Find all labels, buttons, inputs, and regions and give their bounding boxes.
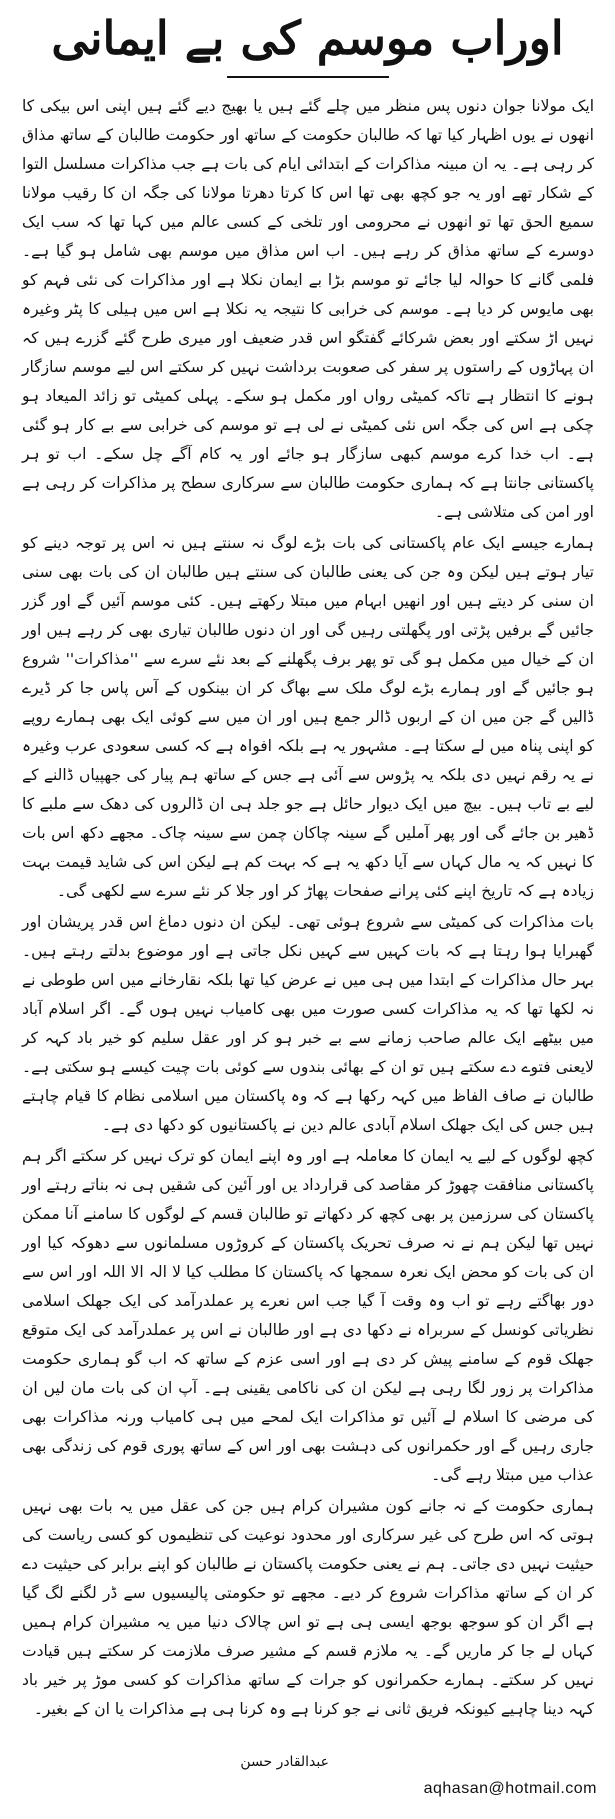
paragraph: ایک مولانا جوان دنوں پس منظر میں چلے گئے ہیں یا بھیج دیے گئے ہیں اپنی اس بیکی کا انھوں نے یوں اظہار کیا تھا کہ طالبان حکومت کے ساتھ اور حکومت طالبان کے ساتھ مذاق کر رہی ہے۔ یہ ان مبینہ مذاکرات کے ابتدائی ایام کی بات ہے جب مذاکرات مسلسل التوا کے شکار تھے اور یہ جو کچھ بھی تھا اس کا کرتا دھرتا مولانا کی جگہ ان کا رقیب مولانا سمیع الحق تھا تو انھوں نے محرومی اور تلخی کے کسی عالم میں کہا تھا کہ سب ایک دوسرے کے ساتھ مذاق کر رہے ہیں۔ اب اس مذاق میں موسم بھی شامل ہو گیا ہے۔ فلمی گانے کا حوالہ لیا جائے تو موسم بڑا بے ایمان نکلا ہے اور مذاکرات کی نئی فہم کو بھی مایوس کر دیا ہے۔ موسم کی خرابی کا نتیجہ یہ نکلا ہے اس میں ہیلی کا پٹر وغیرہ نہیں اڑ سکتے اور بعض شرکائے گفتگو اس قدر ضعیف اور میری طرح گئے گزرے ہیں کہ ان پہاڑوں کے راستوں پر سفر کی صعوبت برداشت نہیں کر سکتے اس لیے موسم سازگار ہونے کا انتظار ہے تاکہ کمیٹی رواں اور مکمل ہو سکے۔ پہلی کمیٹی تو زائد المیعاد ہو چکی ہے اس کی جگہ اس نئی کمیٹی نے لی ہے تو موسم کی خرابی سے بے کار ہو گئی ہے۔ اب خدا کرے موسم کبھی سازگار ہو جائے اور یہ کام آگے چل سکے۔ اب تو ہر پاکستانی جانتا ہے کہ ہماری حکومت طالبان سے سرکاری سطح پر مذاکرات کر رہی ہے اور امن کی متلاشی ہے۔ <box>22 97 595 521</box>
author-email: aqhasan@hotmail.com <box>423 1780 597 1797</box>
paragraph: ہمارے جیسے ایک عام پاکستانی کی بات بڑے لوگ نہ سنتے ہیں نہ اس پر توجہ دینے کو تیار ہوتے ہیں لیکن وہ جن کی یعنی طالبان کی سنتے ہیں طالبان ان کی بات بھی سنی ان سنی کر دیتے ہیں اور انھیں ابہام میں مبتلا رکھتے ہیں۔ کئی موسم آئیں گے اور گزر جائیں گے برفیں پڑتی اور پگھلتی رہیں گی اور ان دنوں طالبان تیاری بھی کر رہے ہیں اور ان کے خیال میں مکمل ہو گی تو پھر برف پگھلنے کے بعد نئے سرے سے ''مذاکرات'' شروع ہو جائیں گے اور ہمارے بڑے لوگ ملک سے بھاگ کر ان بینکوں کے آس پاس جا کر ڈیرے ڈالیں گے جن میں ان کے اربوں ڈالر جمع ہیں اور ان میں سے کوئی ایک بھی ہمارے روپے کو اپنی پناہ میں لے سکتا ہے۔ مشہور یہ ہے بلکہ افواہ ہے کہ کسی سعودی عرب وغیرہ نے یہ رقم نہیں دی بلکہ یہ پڑوس سے آئی ہے جس کے ساتھ ہم پیار کی جھپیاں ڈالنے کے لیے بے تاب ہیں۔ بیچ میں ایک دیوار حائل ہے جو جلد ہی ان ڈالروں کی دھک سے ملبے کا ڈھیر بن جائے گی اور پھر آملیں گے سینہ چاکان چمن سے سینہ چاک۔ مجھے دکھ اس بات کا نہیں کہ یہ مال کہاں سے آیا دکھ یہ ہے کہ بہت کم ہے لیکن اس کی شاید قیمت بہت زیادہ ہے کہ تاریخ اپنے کئی پرانے صفحات پھاڑ کر اور جلا کر نئے سرے سے لکھی گی۔ <box>22 534 594 900</box>
paragraph: بات مذاکرات کی کمیٹی سے شروع ہوئی تھی۔ لیکن ان دنوں دماغ اس قدر پریشان اور گھبرایا ہوا رہتا ہے کہ بات کہیں سے کہیں نکل جاتی ہے اور موضوع بدلتے رہتے ہیں۔ بہر حال مذاکرات کے ابتدا میں ہی میں نے عرض کیا تھا بلکہ نقارخانے میں اس طوطی نے نہ لکھا تھا کہ یہ مذاکرات کسی صورت میں بھی کامیاب نہیں ہوں گے۔ اگر اسلام آباد میں بیٹھے ایک عالم صاحب زمانے سے بے خبر ہو کر اور عقل سلیم کو خیر باد کہہ کر لایعنی فتوے دے سکتے ہیں تو ان کے بھائی بندوں سے کوئی بات چیت کیسے ہو سکتی ہے۔ طالبان نے صاف الفاظ میں کہہ رکھا ہے کہ وہ پاکستان میں اسلامی نظام کا قیام چاہتے ہیں جس کی ایک جھلک اسلام آبادی عالم دین نے پاکستانیوں کو دکھا دی ہے۔ <box>22 913 594 1134</box>
author-name: عبدالقادر حسن <box>240 1754 329 1770</box>
paragraph: کچھ لوگوں کے لیے یہ ایمان کا معاملہ ہے اور وہ اپنے ایمان کو ترک نہیں کر سکتے اگر ہم پاکستانی منافقت چھوڑ کر مقاصد کی قرارداد یں اور آئین کی شقیں ہی نہ بناتے رہتے اور پاکستان کی سرزمین پر بھی کچھ کر دکھاتے تو طالبان قسم کے لوگوں کا سامنے آنا ممکن نہیں تھا لیکن ہم نے نہ صرف تحریک پاکستان کے کروڑوں مسلمانوں سے دھوکہ کیا اور ان کی بات کو محض ایک نعرہ سمجھا کہ پاکستان کا مطلب کیا لا الہ الا اللہ اور اس سے دور بھاگتے رہے تو اب وہ وقت آ گیا جب اس نعرے پر عملدرآمد کی ایک جھلک اسلامی نظریاتی کونسل کے سربراہ نے دکھا دی ہے اور طالبان نے اس پر عملدرآمد کی ایک متوقع جھلک قوم کے سامنے پیش کر دی ہے اور اسی عزم کے ساتھ کہ اب گو ہماری حکومت مذاکرات پر زور لگا رہی ہے لیکن ان کی ناکامی یقینی ہے۔ آپ ان کی بات مان لیں ان کی مرضی کا اسلام لے آئیں تو مذاکرات ایک لمحے میں ہی کامیاب ورنہ مذاکرات بھی جاری رہیں گے اور حکمرانوں کی دہشت بھی اور اس کے ساتھ پوری قوم کی زندگی بھی عذاب میں مبتلا رہے گی۔ <box>22 1147 594 1484</box>
article-title: اوراب موسم کی بے ایمانی <box>51 11 564 65</box>
title-underline <box>227 76 389 78</box>
paragraph: ہماری حکومت کے نہ جانے کون مشیران کرام ہیں جن کی عقل میں یہ بات بھی نہیں ہوتی کہ اس طرح کی غیر سرکاری اور محدود نوعیت کی تنظیموں کو کسی ریاست کی حیثیت نہیں دی جاتی۔ ہم نے یعنی حکومت پاکستان نے طالبان کو اپنے برابر کی حیثیت دے کر ان کے ساتھ مذاکرات شروع کر دیے۔ مجھے تو حکومتی پالیسیوں سے ڈر لگنے لگ گیا ہے اگر ان کو سوجھ بوجھ ایسی ہی ہے تو اس چالاک دنیا میں یہ مشیران کرام ہمیں کہاں لے جا کر ماریں گے۔ یہ ملازم قسم کے مشیر صرف ملازمت کر سکتے ہیں قیادت نہیں کر سکتے۔ ہمارے حکمرانوں کو جرات کے ساتھ مذاکرات کو کسی موڑ پر خیر باد کہہ دینا چاہیے کیونکہ فریق ثانی نے جو کرنا ہے وہ کرنا ہی ہے مذاکرات یا ان کے بغیر۔ <box>22 1497 594 1718</box>
article-body <box>22 92 594 1726</box>
